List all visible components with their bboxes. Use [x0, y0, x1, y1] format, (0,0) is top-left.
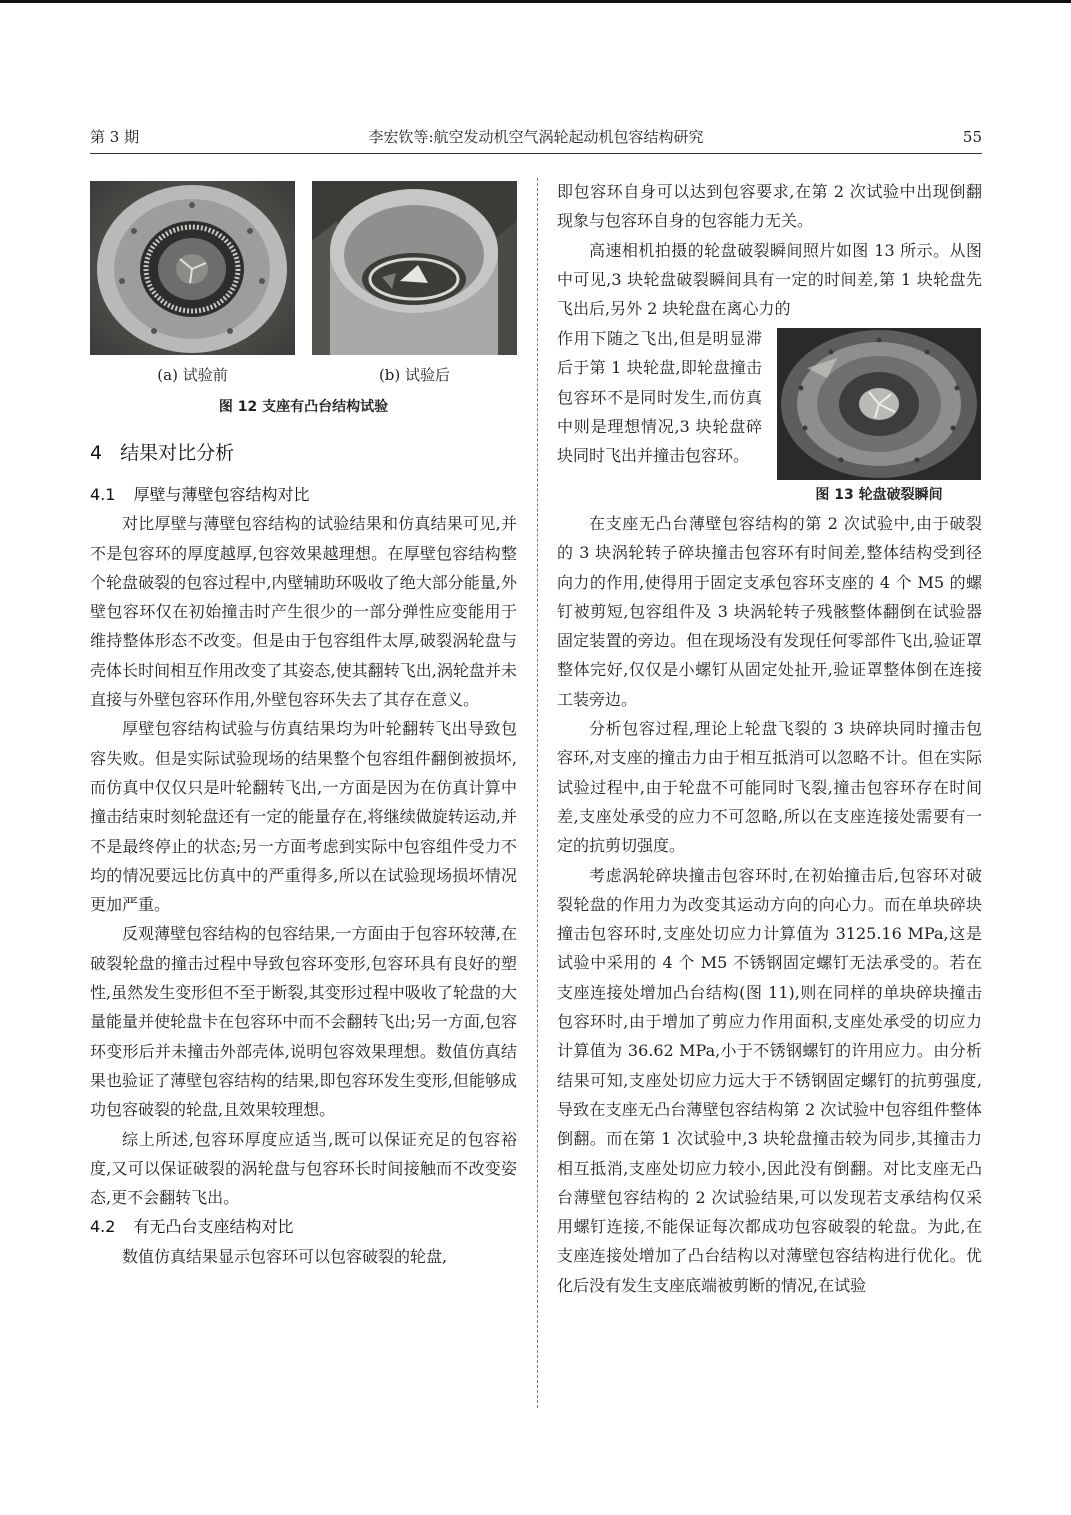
paragraph: 反观薄壁包容结构的包容结果,一方面由于包容环较薄,在破裂轮盘的撞击过程中导致包容环变形,包容环具有良好的塑性,虽然发生变形但不至于断裂,其变形过程中吸收了轮盘的大量能量并使轮盘卡在包容环中而不会翻转飞出;另一方面,包容环变形后并未撞击外部壳体,说明包容效果理想。数值仿真结果也验证了薄壁包容结构的结果,即包容环发生变形,但能够成功包容破裂的轮盘,且效果较理想。	[90, 924, 517, 1120]
section-4-1-number: 4.1	[90, 485, 116, 504]
figure-13-photo	[777, 328, 981, 480]
paragraph: 考虑涡轮碎块撞击包容环时,在初始撞击后,包容环对破裂轮盘的作用力为改变其运动方向的向心力。而在单块碎块撞击包容环时,支座处切应力计算值为 3125.16 MPa,这是试验中采用的 4 个 M5 不锈钢固定螺钉无法承受的。若在支座连接处增加凸台结构(图 11),则在同样的单块碎块撞击包容环时,由于增加了剪应力作用面积,支座处承受的切应力计算值为 36.62 MPa,小于不锈钢螺钉的许用应力。由分析结果可知,支座处切应力远大于不锈钢固定螺钉的抗剪强度,导致在支座无凸台薄壁包容结构第 2 次试验中包容组件整体倒翻。而在第 1 次试验中,3 块轮盘撞击较为同步,其撞击力相互抵消,支座处切应力较小,因此没有倒翻。对比支座无凸台薄壁包容结构的 2 次试验结果,可以发现若支承结构仅采用螺钉连接,不能保证每次都成功包容破裂的轮盘。为此,在支座连接处增加了凸台结构以对薄壁包容结构进行优化。优化后没有发生支座底端被剪断的情况,在试验	[557, 865, 982, 1295]
figure-12b-photo	[312, 181, 517, 355]
paragraph: 分析包容过程,理论上轮盘飞裂的 3 块碎块同时撞击包容环,对支座的撞击力由于相互抵消可以忽略不计。但在实际试验过程中,由于轮盘不可能同时飞裂,撞击包容环存在时间差,支座处承受的应力不可忽略,所以在支座连接处需要有一定的抗剪切强度。	[557, 719, 982, 856]
figure-12-caption: 图 12 支座有凸台结构试验	[218, 399, 389, 415]
page-number: 55	[962, 128, 982, 146]
running-header	[90, 124, 982, 154]
paragraph: 数值仿真结果显示包容环可以包容破裂的轮盘,	[122, 1246, 448, 1266]
top-rule	[0, 0, 1071, 3]
left-column	[90, 480, 517, 1271]
paragraph: 综上所述,包容环厚度应适当,既可以保证充足的包容裕度,又可以保证破裂的涡轮盘与包容环长时间接触而不改变姿态,更不会翻转飞出。	[90, 1129, 517, 1208]
section-4-1-heading	[90, 480, 517, 509]
figure-12a-photo	[90, 181, 295, 355]
figure-12a-subcaption: (a) 试验前	[157, 366, 228, 384]
section-4-2-number: 4.2	[90, 1217, 116, 1237]
section-4-heading	[90, 440, 234, 466]
figure-13-caption: 图 13 轮盘破裂瞬间	[815, 487, 943, 503]
paragraph: 即包容环自身可以达到包容要求,在第 2 次试验中出现倒翻现象与包容环自身的包容能力无关。	[557, 182, 982, 231]
right-column-top	[557, 177, 982, 323]
section-4-1-title: 厚壁与薄壁包容结构对比	[133, 485, 310, 504]
section-4-2-title: 有无凸台支座结构对比	[133, 1217, 294, 1237]
header-rule	[90, 153, 982, 154]
column-divider	[537, 178, 538, 1408]
figure-12b-subcaption: (b) 试验后	[378, 366, 451, 384]
running-title: 李宏钦等:航空发动机空气涡轮起动机包容结构研究	[368, 128, 704, 146]
paragraph: 厚壁包容结构试验与仿真结果均为叶轮翻转飞出导致包容失败。但是实际试验现场的结果整个包容组件翻倒被损坏,而仿真中仅仅只是叶轮翻转飞出,一方面是因为在仿真计算中撞击结束时刻轮盘还有一定的能量存在,将继续做旋转运动,并不是最终停止的状态;另一方面考虑到实际中包容组件受力不均的情况要远比仿真中的严重得多,所以在试验现场损坏情况更加严重。	[90, 719, 517, 915]
section-4-2-heading	[90, 1212, 517, 1241]
right-column-bottom	[557, 509, 982, 1300]
paragraph: 在支座无凸台薄壁包容结构的第 2 次试验中,由于破裂的 3 块涡轮转子碎块撞击包容环有时间差,整体结构受到径向力的作用,使得用于固定支承包容环支座的 4 个 M5 的螺钉被剪短,包容组件及 3 块涡轮转子残骸整体翻倒在试验器固定装置的旁边。但在现场没有发现任何零部件飞出,验证罩整体完好,仅仅是小螺钉从固定处扯开,验证罩整体倒在连接工装旁边。	[557, 514, 982, 709]
issue-number: 第 3 期	[90, 128, 140, 146]
paragraph: 作用下随之飞出,但是明显滞后于第 1 块轮盘,即轮盘撞击包容环不是同时发生,而仿真中则是理想情况,3 块轮盘碎块同时飞出并撞击包容环。	[557, 329, 762, 466]
paragraph: 对比厚壁与薄壁包容结构的试验结果和仿真结果可见,并不是包容环的厚度越厚,包容效果越理想。在厚壁包容结构整个轮盘破裂的包容过程中,内壁辅助环吸收了绝大部分能量,外壁包容环仅在初始撞击时产生很少的一部分弹性应变能用于维持整体形态不改变。但是由于包容组件太厚,破裂涡轮盘与壳体长时间相互作用改变了其姿态,使其翻转飞出,涡轮盘并未直接与外壁包容环作用,外壁包容环失去了其存在意义。	[90, 514, 517, 710]
section-4-number: 4	[90, 442, 103, 464]
section-4-title: 结果对比分析	[120, 442, 235, 464]
right-column-wrap	[557, 324, 762, 470]
paragraph: 高速相机拍摄的轮盘破裂瞬间照片如图 13 所示。从图中可见,3 块轮盘破裂瞬间具有一定的时间差,第 1 块轮盘先飞出后,另外 2 块轮盘在离心力的	[557, 240, 982, 319]
